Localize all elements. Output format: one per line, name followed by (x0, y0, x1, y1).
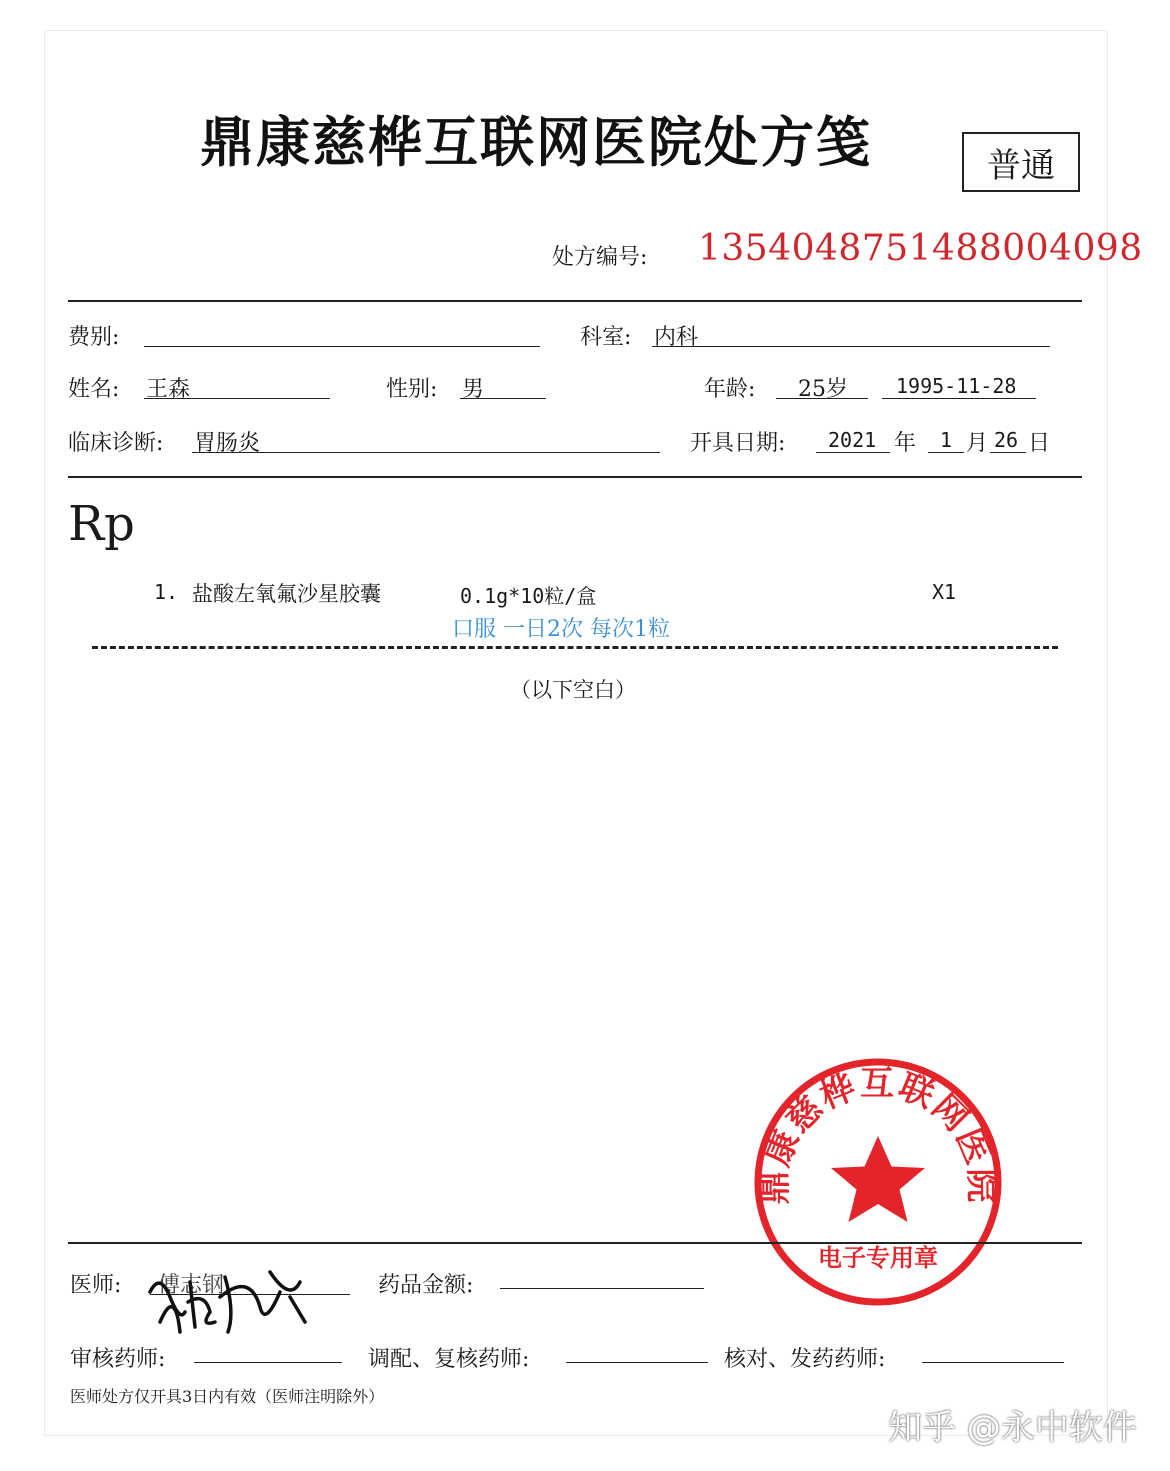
diagnosis-value: 胃肠炎 (194, 431, 261, 456)
date-month-underline (928, 452, 964, 453)
date-label: 开具日期: (690, 431, 786, 456)
gender-value: 男 (462, 377, 485, 402)
date-month: 1 (940, 428, 953, 452)
seal-bottom-text: 电子专用章 (818, 1243, 938, 1272)
amount-underline (500, 1288, 704, 1289)
rp-label: Rp (68, 496, 135, 552)
reviewer-underline (194, 1362, 342, 1363)
med-index: 1. (154, 580, 179, 604)
hospital-seal-icon (752, 1056, 1004, 1308)
dob-value: 1995-11-28 (896, 374, 1017, 398)
watermark: 知乎 @永中软件 (888, 1408, 1137, 1448)
reviewer-label: 审核药师: (70, 1347, 166, 1372)
med-qty: X1 (932, 580, 957, 604)
validity-note: 医师处方仅开具3日内有效（医师注明除外） (70, 1387, 385, 1406)
diagnosis-underline (192, 452, 660, 453)
name-value: 王森 (146, 377, 191, 402)
date-year: 2021 (828, 428, 877, 452)
doctor-printed-name: 傅志钢 (158, 1273, 225, 1298)
gender-label: 性别: (386, 377, 438, 402)
date-day-underline (990, 452, 1026, 453)
age-label: 年龄: (704, 377, 756, 402)
dob-underline (882, 398, 1036, 399)
dept-value: 内科 (654, 325, 699, 350)
check-underline (922, 1362, 1064, 1363)
footer-divider (68, 1242, 1082, 1244)
patient-divider (68, 476, 1082, 478)
prescription-type-badge: 普通 (962, 132, 1080, 192)
header-divider (68, 300, 1082, 302)
page-title: 鼎康慈桦互联网医院处方笺 (200, 110, 872, 174)
med-usage: 口服 一日2次 每次1粒 (452, 617, 670, 642)
dept-underline (652, 346, 1050, 347)
name-label: 姓名: (68, 377, 120, 402)
fee-label: 费别: (68, 325, 120, 350)
fee-underline (144, 346, 540, 347)
dashed-separator (92, 646, 1058, 649)
dispense-label: 调配、复核药师: (368, 1347, 530, 1372)
date-year-underline (816, 452, 890, 453)
doctor-signature-icon (140, 1252, 320, 1342)
dept-label: 科室: (580, 325, 632, 350)
blank-note: （以下空白） (510, 678, 636, 702)
amount-label: 药品金额: (378, 1273, 474, 1298)
name-underline (144, 398, 330, 399)
seal-star-icon (831, 1136, 925, 1222)
med-name: 盐酸左氧氟沙星胶囊 (192, 582, 381, 606)
med-spec: 0.1g*10粒/盒 (460, 584, 597, 608)
diagnosis-label: 临床诊断: (68, 431, 164, 456)
rx-number-label: 处方编号: (552, 245, 648, 270)
date-day: 26 (994, 428, 1019, 452)
year-char: 年 (894, 431, 917, 456)
doctor-label: 医师: (70, 1273, 122, 1298)
month-char: 月 (966, 431, 989, 456)
day-char: 日 (1028, 431, 1051, 456)
check-label: 核对、发药药师: (724, 1347, 886, 1372)
dispense-underline (566, 1362, 708, 1363)
gender-underline (460, 398, 546, 399)
age-underline (776, 398, 868, 399)
seal-arc-text: 鼎康慈桦互联网医院 (754, 1063, 1002, 1205)
rx-number: 1354048751488004098 (698, 228, 1143, 269)
age-value: 25岁 (798, 377, 848, 402)
